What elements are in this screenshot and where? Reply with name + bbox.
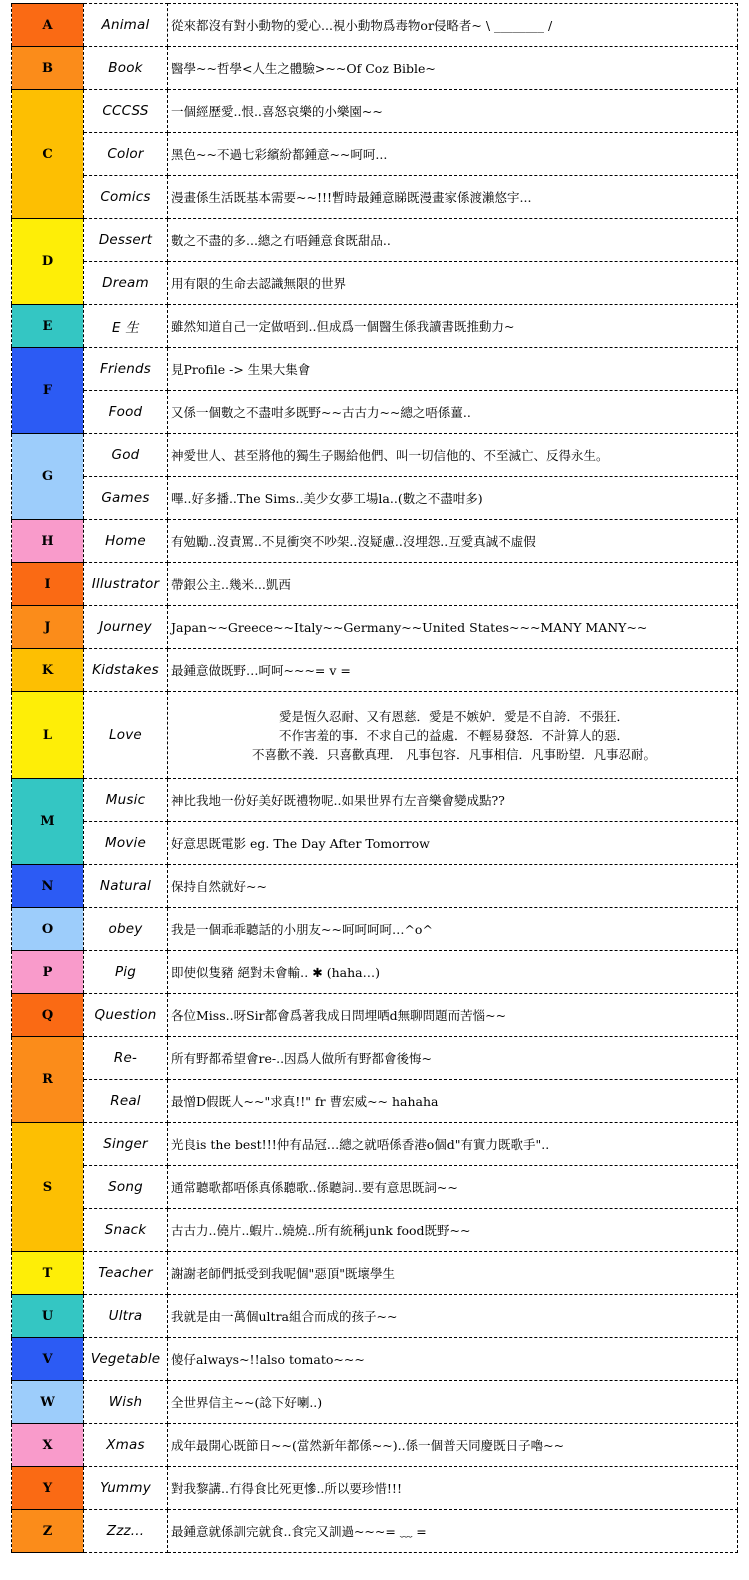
keyword-cell: E 生: [84, 305, 168, 348]
keyword-cell: Singer: [84, 1123, 168, 1166]
table-row: [12, 4, 738, 47]
keyword-cell: Animal: [84, 4, 168, 47]
keyword-cell: Movie: [84, 822, 168, 865]
table-row: [12, 391, 738, 434]
table-row: [12, 133, 738, 176]
keyword-cell: Book: [84, 47, 168, 90]
description-cell: 黑色~~不過七彩繽紛都鍾意~~呵呵...: [168, 133, 738, 176]
keyword-cell: Dessert: [84, 219, 168, 262]
keyword-cell: Home: [84, 520, 168, 563]
keyword-cell: Journey: [84, 606, 168, 649]
description-cell: 神愛世人、甚至將他的獨生子賜給他們、叫一切信他的、不至滅亡、反得永生。: [168, 434, 738, 477]
table-body: [12, 4, 738, 1553]
table-row: [12, 1123, 738, 1166]
keyword-cell: Song: [84, 1166, 168, 1209]
description-cell: 見Profile -> 生果大集會: [168, 348, 738, 391]
description-cell: 最鍾意做既野…呵呵~~~= v =: [168, 649, 738, 692]
table-row: [12, 692, 738, 779]
table-row: [12, 951, 738, 994]
description-cell: 古古力..僥片..蝦片..燒燒..所有統稱junk food既野~~: [168, 1209, 738, 1252]
letter-cell-s: S: [12, 1123, 84, 1252]
letter-cell-n: N: [12, 865, 84, 908]
table-row: [12, 1037, 738, 1080]
keyword-cell: Yummy: [84, 1467, 168, 1510]
description-cell: 又係一個數之不盡咁多既野~~古古力~~總之唔係薑..: [168, 391, 738, 434]
table-row: [12, 477, 738, 520]
keyword-cell: Vegetable: [84, 1338, 168, 1381]
table-row: [12, 649, 738, 692]
description-cell: 我是一個乖乖聽話的小朋友~~呵呵呵呵…^o^: [168, 908, 738, 951]
keyword-cell: Music: [84, 779, 168, 822]
keyword-cell: Ultra: [84, 1295, 168, 1338]
table-row: [12, 520, 738, 563]
table-row: [12, 90, 738, 133]
keyword-cell: Teacher: [84, 1252, 168, 1295]
letter-cell-x: X: [12, 1424, 84, 1467]
letter-cell-e: E: [12, 305, 84, 348]
table-row: [12, 563, 738, 606]
letter-cell-r: R: [12, 1037, 84, 1123]
table-row: [12, 606, 738, 649]
table-row: [12, 779, 738, 822]
table-row: [12, 1467, 738, 1510]
description-cell: 最憎D假既人~~"求真!!" fr 曹宏威~~ hahaha: [168, 1080, 738, 1123]
description-cell: 從來都沒有對小動物的愛心...視小動物爲毒物or侵略者~ \ ________ /: [168, 4, 738, 47]
table-row: [12, 1424, 738, 1467]
table-row: [12, 1510, 738, 1553]
description-cell: 一個經歷愛..恨..喜怒哀樂的小樂園~~: [168, 90, 738, 133]
table-row: [12, 1166, 738, 1209]
description-cell: 即使似隻豬 絕對未會輸‥ ✱ (haha…): [168, 951, 738, 994]
letter-cell-k: K: [12, 649, 84, 692]
description-cell: 對我黎講..冇得食比死更慘..所以要珍惜!!!: [168, 1467, 738, 1510]
letter-cell-w: W: [12, 1381, 84, 1424]
description-cell: 成年最開心既節日~~(當然新年都係~~)..係一個普天同慶既日子嚕~~: [168, 1424, 738, 1467]
table-row: [12, 908, 738, 951]
description-cell: 光良is the best!!!仲有品冠…總之就唔係香港o個d"有實力既歌手"..: [168, 1123, 738, 1166]
letter-cell-t: T: [12, 1252, 84, 1295]
description-cell: 雖然知道自己一定做唔到..但成爲一個醫生係我讀書既推動力~: [168, 305, 738, 348]
keyword-cell: Pig: [84, 951, 168, 994]
letter-cell-m: M: [12, 779, 84, 865]
keyword-cell: Kidstakes: [84, 649, 168, 692]
letter-cell-f: F: [12, 348, 84, 434]
keyword-cell: Color: [84, 133, 168, 176]
table-row: [12, 434, 738, 477]
letter-cell-l: L: [12, 692, 84, 779]
keyword-cell: CCCSS: [84, 90, 168, 133]
letter-cell-q: Q: [12, 994, 84, 1037]
keyword-cell: Friends: [84, 348, 168, 391]
description-cell: 最鍾意就係訓完就食..食完又訓過~~~= ﹏ =: [168, 1510, 738, 1553]
letter-cell-c: C: [12, 90, 84, 219]
description-cell: [168, 692, 738, 779]
description-cell: Japan~~Greece~~Italy~~Germany~~United States~~~MANY MANY~~: [168, 606, 738, 649]
table-row: [12, 1209, 738, 1252]
keyword-cell: Love: [84, 692, 168, 779]
description-cell: 謝謝老師們抵受到我呢個"惡頂"既壞學生: [168, 1252, 738, 1295]
letter-cell-u: U: [12, 1295, 84, 1338]
keyword-cell: Snack: [84, 1209, 168, 1252]
keyword-cell: Natural: [84, 865, 168, 908]
table-row: [12, 305, 738, 348]
table-row: [12, 219, 738, 262]
letter-cell-p: P: [12, 951, 84, 994]
letter-cell-y: Y: [12, 1467, 84, 1510]
table-row: [12, 262, 738, 305]
alphabet-profile-table: [11, 3, 738, 1553]
keyword-cell: Real: [84, 1080, 168, 1123]
keyword-cell: Dream: [84, 262, 168, 305]
description-cell: 所有野都希望會re-..因爲人做所有野都會後悔~: [168, 1037, 738, 1080]
letter-cell-g: G: [12, 434, 84, 520]
table-row: [12, 865, 738, 908]
description-cell: 漫畫係生活既基本需要~~!!!暫時最鍾意睇既漫畫家係渡瀨悠宇...: [168, 176, 738, 219]
table-row: [12, 1338, 738, 1381]
keyword-cell: Comics: [84, 176, 168, 219]
letter-cell-i: I: [12, 563, 84, 606]
table-row: [12, 47, 738, 90]
description-line: 不作害羞的事．不求自己的益處．不輕易發怒．不計算人的惡．: [278, 727, 629, 743]
description-cell: 傻仔always~!!also tomato~~~: [168, 1338, 738, 1381]
keyword-cell: Games: [84, 477, 168, 520]
description-cell: 神比我地一份好美好既禮物呢..如果世界冇左音樂會變成點??: [168, 779, 738, 822]
letter-cell-h: H: [12, 520, 84, 563]
table-row: [12, 994, 738, 1037]
description-cell: 好意思既電影 eg. The Day After Tomorrow: [168, 822, 738, 865]
description-cell: 醫學~~哲學<人生之體驗>~~Of Coz Bible~: [168, 47, 738, 90]
description-line: 愛是恆久忍耐、又有恩慈．愛是不嫉妒．愛是不自誇．不張狂．: [278, 708, 629, 724]
description-cell: 我就是由一萬個ultra組合而成的孩子~~: [168, 1295, 738, 1338]
keyword-cell: obey: [84, 908, 168, 951]
table-row: [12, 822, 738, 865]
table-row: [12, 1080, 738, 1123]
description-cell: 全世界信主~~(諗下好喇..): [168, 1381, 738, 1424]
letter-cell-o: O: [12, 908, 84, 951]
keyword-cell: Re-: [84, 1037, 168, 1080]
table-row: [12, 176, 738, 219]
description-cell: 各位Miss..呀Sir都會爲著我成日問埋哂d無聊問題而苦惱~~: [168, 994, 738, 1037]
description-cell: 用有限的生命去認識無限的世界: [168, 262, 738, 305]
description-cell: 通常聽歌都唔係真係聽歌..係聽詞..要有意思既詞~~: [168, 1166, 738, 1209]
description-cell: 帶銀公主..幾米...凱西: [168, 563, 738, 606]
keyword-cell: Food: [84, 391, 168, 434]
description-cell: 保持自然就好~~: [168, 865, 738, 908]
letter-cell-j: J: [12, 606, 84, 649]
letter-cell-d: D: [12, 219, 84, 305]
keyword-cell: Question: [84, 994, 168, 1037]
table-row: [12, 1295, 738, 1338]
description-line: 不喜歡不義．只喜歡真理． 凡事包容．凡事相信．凡事盼望．凡事忍耐。: [252, 746, 656, 762]
keyword-cell: God: [84, 434, 168, 477]
letter-cell-a: A: [12, 4, 84, 47]
description-cell: 嗶..好多播..The Sims..美少女夢工場la..(數之不盡咁多): [168, 477, 738, 520]
keyword-cell: Zzz...: [84, 1510, 168, 1553]
description-cell: 數之不盡的多...總之冇唔鍾意食既甜品..: [168, 219, 738, 262]
table-row: [12, 1252, 738, 1295]
letter-cell-b: B: [12, 47, 84, 90]
table-row: [12, 348, 738, 391]
letter-cell-z: Z: [12, 1510, 84, 1553]
keyword-cell: Xmas: [84, 1424, 168, 1467]
letter-cell-v: V: [12, 1338, 84, 1381]
description-cell: 有勉勵..沒責罵..不見衝突不吵架..沒疑慮..沒埋怨..互愛真誠不虛假: [168, 520, 738, 563]
keyword-cell: Wish: [84, 1381, 168, 1424]
table-row: [12, 1381, 738, 1424]
keyword-cell: Illustrator: [84, 563, 168, 606]
